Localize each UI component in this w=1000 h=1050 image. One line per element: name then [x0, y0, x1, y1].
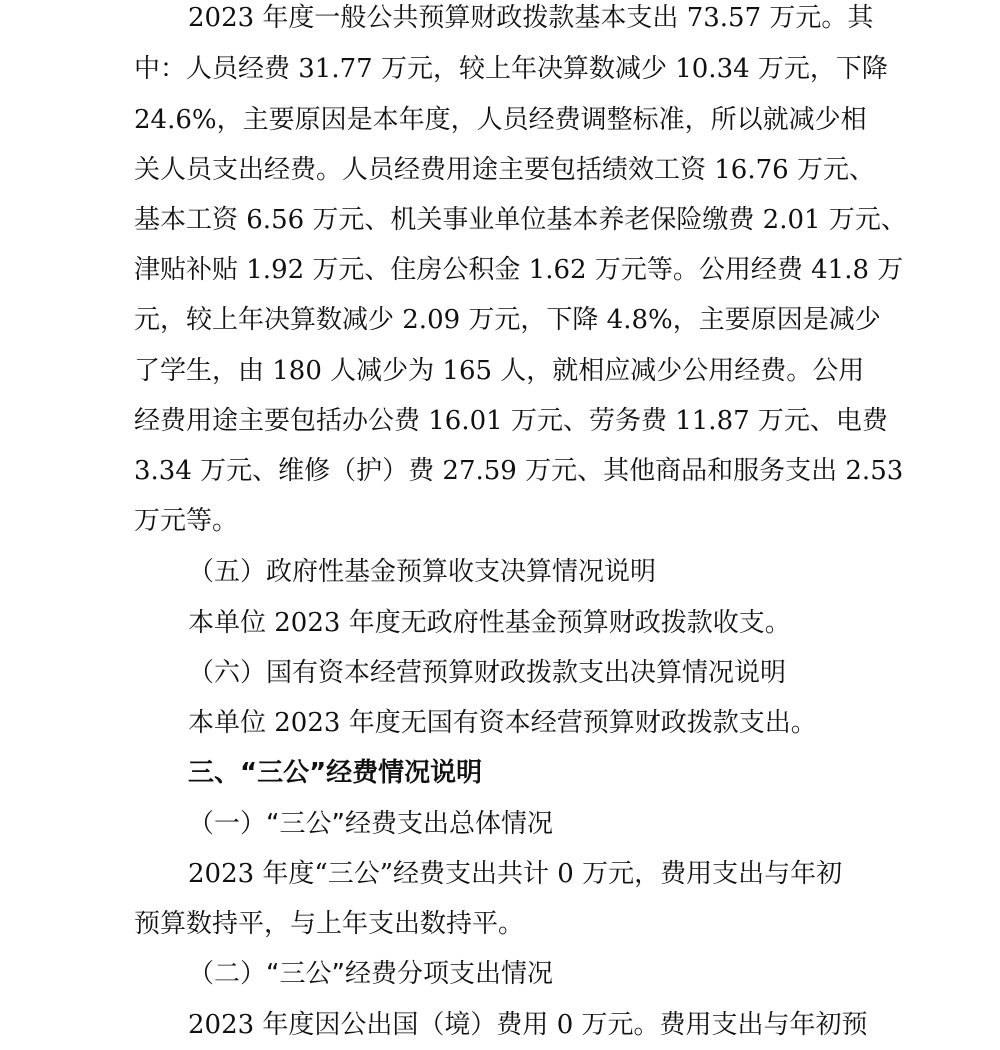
- paragraph-line: 3.34 万元、维修（护）费 27.59 万元、其他商品和服务支出 2.53: [134, 456, 904, 486]
- paragraph-line: 本单位 2023 年度无政府性基金预算财政拨款收支。: [188, 608, 791, 638]
- paragraph-line: 本单位 2023 年度无国有资本经营预算财政拨款支出。: [188, 708, 817, 738]
- paragraph-line: 基本工资 6.56 万元、机关事业单位基本养老保险缴费 2.01 万元、: [134, 205, 907, 235]
- paragraph-line: 万元等。: [134, 506, 239, 536]
- paragraph-line: 2023 年度因公出国（境）费用 0 万元。费用支出与年初预: [188, 1010, 868, 1040]
- section-heading-5: （五）政府性基金预算收支决算情况说明: [188, 557, 657, 587]
- paragraph-line: 中：人员经费 31.77 万元，较上年决算数减少 10.34 万元，下降: [134, 54, 888, 84]
- paragraph-line: 2023 年度一般公共预算财政拨款基本支出 73.57 万元。其: [188, 3, 874, 33]
- chapter-heading-3: 三、“三公”经费情况说明: [188, 758, 483, 788]
- section-heading-1: （一）“三公”经费支出总体情况: [188, 809, 553, 839]
- paragraph-line: 经费用途主要包括办公费 16.01 万元、劳务费 11.87 万元、电费: [134, 406, 888, 436]
- paragraph-line: 了学生，由 180 人减少为 165 人，就相应减少公用经费。公用: [134, 356, 865, 386]
- paragraph-line: 津贴补贴 1.92 万元、住房公积金 1.62 万元等。公用经费 41.8 万: [134, 255, 904, 285]
- paragraph-line: 2023 年度“三公”经费支出共计 0 万元，费用支出与年初: [188, 859, 843, 889]
- paragraph-line: 24.6%，主要原因是本年度，人员经费调整标准，所以就减少相: [134, 105, 867, 135]
- section-heading-2: （二）“三公”经费分项支出情况: [188, 959, 553, 989]
- paragraph-line: 预算数持平，与上年支出数持平。: [134, 909, 525, 939]
- paragraph-line: 元，较上年决算数减少 2.09 万元，下降 4.8%，主要原因是减少: [134, 305, 881, 335]
- section-heading-6: （六）国有资本经营预算财政拨款支出决算情况说明: [188, 658, 787, 688]
- paragraph-line: 关人员支出经费。人员经费用途主要包括绩效工资 16.76 万元、: [134, 155, 875, 185]
